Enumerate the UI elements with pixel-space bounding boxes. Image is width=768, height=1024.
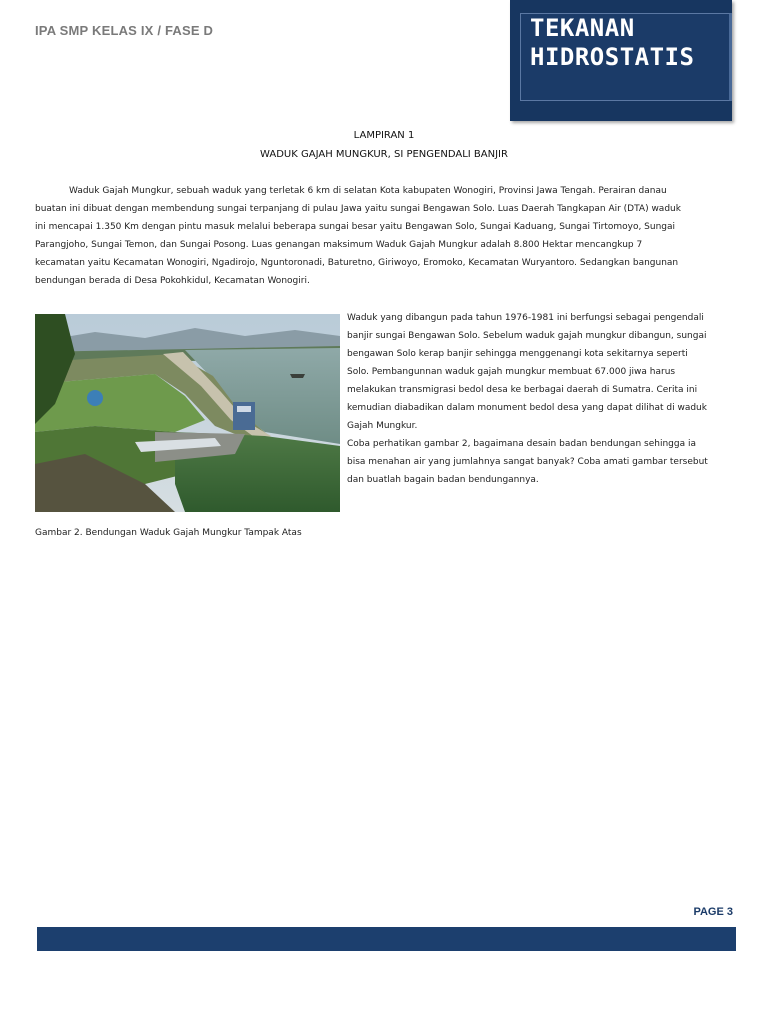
text-line: kemudian diabadikan dalam monument bedol desa yang dapat dilihat di waduk bbox=[347, 403, 707, 413]
text-line: Gajah Mungkur. bbox=[347, 421, 418, 431]
text-line: Waduk Gajah Mungkur, sebuah waduk yang terletak 6 km di selatan Kota kabupaten Wonogiri, Provinsi Jawa Tengah. Perairan danau bbox=[69, 186, 667, 196]
text-line: kecamatan yaitu Kecamatan Wonogiri, Ngadirojo, Nguntoronadi, Baturetno, Giriwoyo, Eromoko, Kecamatan Wuryantoro. Sedangkan bangunan bbox=[35, 258, 679, 268]
question-paragraph bbox=[347, 435, 733, 489]
title-banner bbox=[510, 0, 732, 121]
title-line-2: HIDROSTATIS bbox=[530, 43, 695, 71]
footer-bar bbox=[37, 927, 736, 951]
history-paragraph bbox=[347, 309, 733, 435]
dam-photo bbox=[35, 314, 340, 512]
text-line: bengawan Solo kerap banjir sehingga menggenangi kota sekitarnya seperti bbox=[347, 349, 688, 359]
text-line: ini mencapai 1.350 Km dengan pintu masuk melalui beberapa sungai besar yaitu Bengawan Solo, Sungai Kaduang, Sungai Tirtomoyo, Sungai bbox=[35, 222, 676, 232]
title-line-1: TEKANAN bbox=[530, 14, 635, 42]
intro-paragraph bbox=[35, 182, 733, 290]
page-number: PAGE 3 bbox=[693, 906, 733, 918]
appendix-heading: LAMPIRAN 1 bbox=[353, 130, 415, 141]
text-line: melakukan transmigrasi bedol desa ke berbagai daerah di Sumatra. Cerita ini bbox=[347, 385, 698, 395]
text-line: dan buatlah bagain badan bendungannya. bbox=[347, 475, 539, 485]
dam-aerial-image bbox=[35, 314, 340, 512]
document-heading: WADUK GAJAH MUNGKUR, SI PENGENDALI BANJIR bbox=[260, 149, 508, 160]
text-line: bisa menahan air yang jumlahnya sangat banyak? Coba amati gambar tersebut bbox=[347, 457, 708, 467]
subject-header: IPA SMP KELAS IX / FASE D bbox=[35, 23, 214, 38]
text-line: bendungan berada di Desa Pokohkidul, Kecamatan Wonogiri. bbox=[35, 276, 310, 286]
text-line: Coba perhatikan gambar 2, bagaimana desain badan bendungan sehingga ia bbox=[347, 439, 696, 449]
text-line: banjir sungai Bengawan Solo. Sebelum waduk gajah mungkur dibangun, sungai bbox=[347, 331, 707, 341]
text-line: buatan ini dibuat dengan membendung sungai terpanjang di pulau Jawa yaitu sungai Bengawan Solo. Luas Daerah Tangkapan Air (DTA) waduk bbox=[35, 204, 681, 214]
text-line: Waduk yang dibangun pada tahun 1976-1981 ini berfungsi sebagai pengendali bbox=[347, 313, 704, 323]
figure-caption: Gambar 2. Bendungan Waduk Gajah Mungkur Tampak Atas bbox=[35, 528, 302, 538]
title-banner-text bbox=[530, 14, 694, 72]
text-line: Solo. Pembangunnan waduk gajah mungkur membuat 67.000 jiwa harus bbox=[347, 367, 676, 377]
text-line: Parangjoho, Sungai Temon, dan Sungai Posong. Luas genangan maksimum Waduk Gajah Mungkur adalah 8.800 Hektar mencangkup 7 bbox=[35, 240, 643, 250]
